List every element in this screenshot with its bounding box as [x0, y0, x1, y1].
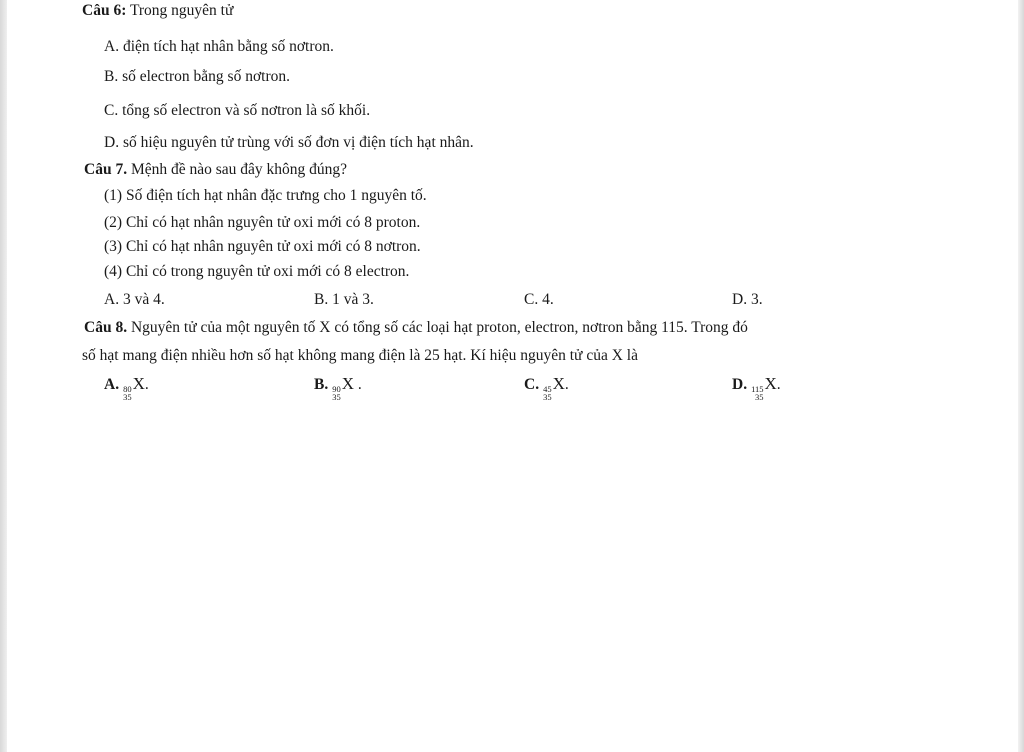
q7-option-a: A. 3 và 4.	[104, 291, 165, 308]
element-symbol: X	[132, 374, 145, 393]
atomic-number: 35	[755, 392, 764, 402]
option-tail: .	[144, 376, 149, 393]
q8-option-c-letter: C.	[524, 376, 540, 393]
mass-number: 90	[332, 384, 341, 394]
q8-stem-line2: số hạt mang điện nhiều hơn số hạt không mang điện là 25 hạt. Kí hiệu nguyên tử của X là	[82, 347, 638, 364]
q8-option-b	[314, 374, 362, 401]
q6-option-c: C. tổng số electron và số nơtron là số khối.	[104, 102, 371, 119]
q8-option-b-letter: B.	[314, 376, 329, 393]
atomic-number: 35	[332, 392, 341, 402]
page-right-edge	[1018, 0, 1024, 752]
q6-heading	[82, 1, 233, 21]
element-symbol: X	[552, 374, 565, 393]
q8-option-d	[732, 374, 781, 401]
q8-stem-line1: Nguyên tử của một nguyên tố X có tổng số các loại hạt proton, electron, nơtron bằng 115. Trong đó	[127, 319, 748, 336]
q8-option-b-nuclide	[332, 385, 341, 401]
q7-option-c: C. 4.	[524, 291, 554, 308]
q7-heading	[84, 160, 347, 180]
mass-number: 115	[751, 384, 764, 394]
element-symbol: X	[764, 374, 777, 393]
atomic-number: 35	[543, 392, 552, 402]
q7-option-b: B. 1 và 3.	[314, 291, 374, 308]
page-left-edge	[0, 0, 7, 752]
q7-statement-1: (1) Số điện tích hạt nhân đặc trưng cho 1 nguyên tố.	[104, 187, 427, 204]
q7-statement-4: (4) Chỉ có trong nguyên tử oxi mới có 8 electron.	[104, 263, 410, 280]
option-tail: .	[354, 376, 362, 393]
q7-statement-2: (2) Chỉ có hạt nhân nguyên tử oxi mới có 8 proton.	[104, 214, 421, 231]
q6-option-b: B. số electron bằng số nơtron.	[104, 68, 290, 85]
q8-option-a	[104, 374, 149, 401]
q8-option-c	[524, 374, 569, 401]
q7-label: Câu 7.	[84, 161, 128, 178]
q6-option-d: D. số hiệu nguyên tử trùng với số đơn vị điện tích hạt nhân.	[104, 134, 474, 151]
q8-option-a-letter: A.	[104, 376, 120, 393]
q6-option-a: A. điện tích hạt nhân bằng số nơtron.	[104, 38, 334, 55]
q7-statement-3: (3) Chỉ có hạt nhân nguyên tử oxi mới có 8 nơtron.	[104, 238, 421, 255]
element-symbol: X	[341, 374, 354, 393]
atomic-number: 35	[123, 392, 132, 402]
q8-option-d-letter: D.	[732, 376, 748, 393]
q7-stem: Mệnh đề nào sau đây không đúng?	[127, 161, 348, 178]
q8-option-d-nuclide	[751, 385, 763, 401]
option-tail: .	[776, 376, 781, 393]
q8-label: Câu 8.	[84, 319, 128, 336]
q7-option-d: D. 3.	[732, 291, 763, 308]
option-tail: .	[564, 376, 569, 393]
q8-option-a-nuclide	[123, 385, 132, 401]
q6-label: Câu 6:	[82, 2, 127, 19]
q6-stem: Trong nguyên tử	[126, 2, 234, 19]
q8-option-c-nuclide	[543, 385, 552, 401]
q8-heading	[84, 318, 748, 338]
mass-number: 80	[123, 384, 132, 394]
mass-number: 45	[543, 384, 552, 394]
